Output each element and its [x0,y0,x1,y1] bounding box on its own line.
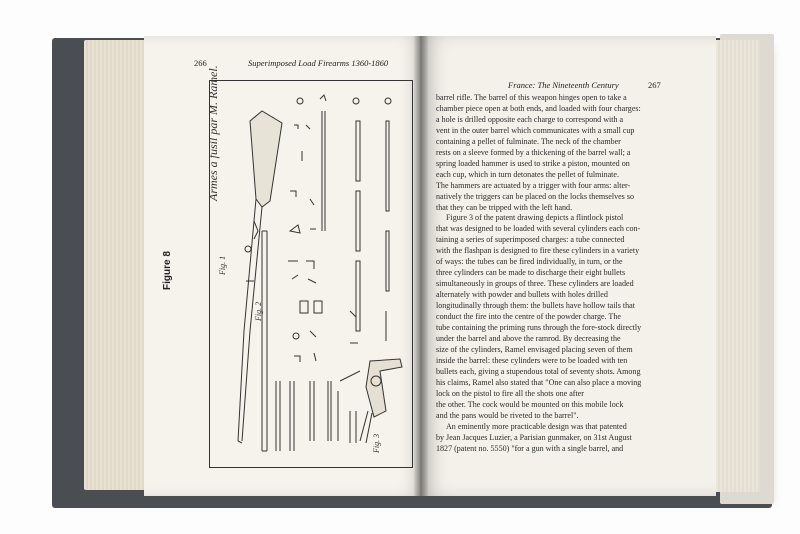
patent-drawing-illustration [210,81,412,467]
text-line: 1827 (patent no. 5550) "for a gun with a single barrel, and [436,443,624,453]
plate-fig2-label: Fig. 2 [254,301,263,321]
right-page-number: 267 [648,80,661,90]
text-line: spring loaded hammer is used to strike a piston, mounted on [436,158,630,168]
book-gutter [414,36,428,496]
text-line: by Jean Jacques Luzier, a Parisian gunmaker, on 31st August [436,432,632,442]
text-line: under the barrel and above the ramrod. By decreasing the [436,333,621,343]
text-line: The hammers are actuated by a trigger with four arms: alter- [436,180,631,190]
text-line: chamber piece open at both ends, and loaded with four charges: [436,103,641,113]
text-line: lock on the pistol to fire all the shots one after [436,388,584,398]
text-line: bullets each, giving a stupendous total of seventy shots. Among [436,366,641,376]
text-line: three cylinders can be made to discharge their eight bullets [436,268,626,278]
page-edges-left [84,40,150,490]
text-line: natively the triggers can be placed on the locks themselves so [436,191,634,201]
plate-fig3-label: Fig. 3 [372,433,381,453]
text-line: the other. The cock would be mounted on this mobile lock [436,399,624,409]
text-line: longitudinally through them: the bullets have hollow tails that [436,301,635,311]
text-line: of ways: the tubes can be fired individually, in turn, or the [436,257,623,267]
text-line: and the pans would be riveted to the barrel". [436,410,579,420]
plate-fig1-label: Fig. 1 [218,255,227,275]
left-page-number: 266 [194,58,207,68]
text-line: with the flashpan is designed to fire these cylinders in a variety [436,246,640,256]
right-running-head: France: The Nineteenth Century [508,80,619,90]
text-line: vent in the outer barrel which communicates with a small cup [436,125,635,135]
text-line: his claims, Ramel also stated that "One can also place a moving [436,377,642,387]
text-line: barrel rifle. The barrel of this weapon hinges open to take a [436,93,627,102]
text-line: taining a series of superimposed charges: a tube connected [436,235,625,245]
text-line: that was designed to be loaded with several cylinders each con- [436,224,641,234]
text-line: containing a pellet of fulminate. The neck of the chamber [436,136,621,146]
text-line: size of the cylinders, Ramel envisaged placing seven of them [436,344,633,354]
text-line: a hole is drilled opposite each charge to correspond with a [436,114,624,124]
text-line: that they can be tripped with the left hand. [436,202,573,212]
plate-caption: Armes a fusil par M. Ramel. [206,65,220,201]
text-line: conduct the fire into the centre of the powder charge. The [436,312,621,322]
text-line: alternately with powder and bullets with holes drilled [436,290,608,300]
left-running-head: Superimposed Load Firearms 1360-1860 [248,58,389,68]
text-line: rests on a sleeve formed by a thickening of the barrel wall; a [436,147,631,157]
text-line: Figure 3 of the patent drawing depicts a flintlock pistol [446,213,624,223]
text-line: inside the barrel: these cylinders were to be loaded with ten [436,355,628,365]
text-line: each cup, which in turn detonates the pellet of fulminate. [436,169,620,179]
patent-drawing-plate [206,65,413,468]
right-page-body-text [436,93,702,454]
text-line: tube containing the priming runs through the fore-stock directly [436,323,642,333]
text-line: An eminently more practicable design was that patented [446,421,627,431]
text-line: simultaneously in groups of three. These cylinders are loaded [436,279,634,289]
page-edges-right [712,40,760,492]
figure-label: Figure 8 [162,251,173,290]
